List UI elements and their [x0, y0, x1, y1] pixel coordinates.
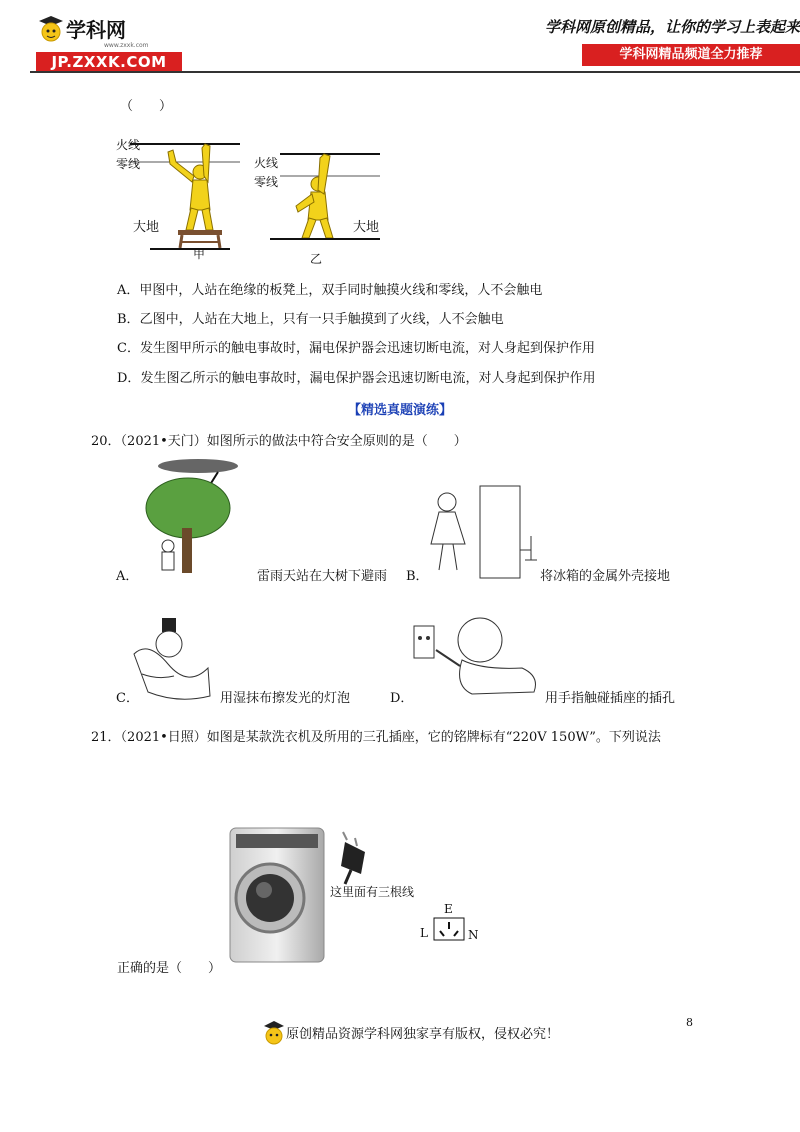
- jia-neutral-wire-label: 零线: [116, 157, 141, 171]
- yi-live-wire-label: 火线: [254, 156, 279, 170]
- page-number: 8: [686, 1016, 693, 1029]
- three-hole-socket-diagram: [432, 916, 472, 946]
- baby-socket-illustration: [412, 610, 542, 700]
- q20-option-d-letter: D．: [390, 691, 414, 706]
- yi-neutral-wire-label: 零线: [254, 175, 279, 189]
- wet-cloth-bulb-illustration: [128, 614, 218, 704]
- mascot-icon: [36, 14, 66, 48]
- q19-option-a: [117, 282, 542, 300]
- yi-caption: 乙: [310, 252, 323, 266]
- option-text: 甲图中，人站在绝缘的板凳上，双手同时触摸火线和零线，人不会触电: [139, 283, 543, 298]
- q21-stem-tail: 正确的是（ ）: [117, 961, 222, 976]
- q19-option-c: [117, 340, 595, 358]
- option-letter: C．: [117, 341, 140, 356]
- q19-answer-bracket: （ ）: [120, 99, 173, 114]
- option-letter: A．: [117, 283, 140, 298]
- option-text: 乙图中，人站在大地上，只有一只手触摸到了火线，人不会触电: [139, 312, 504, 327]
- q19-option-d: [117, 370, 595, 388]
- fridge-grounding-illustration: [425, 480, 545, 580]
- q20-stem: 20．（2021•天门）如图所示的做法中符合安全原则的是（ ）: [91, 434, 467, 449]
- socket-e-label: E: [444, 902, 453, 916]
- jia-live-wire-label: 火线: [116, 138, 141, 152]
- q20-option-b-text: 将冰箱的金属外壳接地: [540, 569, 671, 584]
- q20-option-d-text: 用手指触碰插座的插孔: [545, 691, 676, 706]
- option-text: 发生图甲所示的触电事故时，漏电保护器会迅速切断电流，对人身起到保护作用: [139, 341, 595, 356]
- option-letter: B．: [117, 312, 140, 327]
- q19-option-b: [117, 311, 504, 329]
- logo-site-label: JP.ZXXK.COM: [36, 52, 182, 72]
- washing-machine-illustration: [228, 826, 328, 966]
- jia-caption: 甲: [193, 247, 206, 261]
- socket-l-label: L: [420, 926, 428, 940]
- logo-url-text: www.zxxk.com: [104, 42, 149, 49]
- option-text: 发生图乙所示的触电事故时，漏电保护器会迅速切断电流，对人身起到保护作用: [140, 371, 596, 386]
- mascot-icon: [262, 1020, 286, 1048]
- three-prong-plug-icon: [335, 838, 375, 888]
- q20-option-a-text: 雷雨天站在大树下避雨: [257, 569, 388, 584]
- header-divider: [30, 71, 800, 73]
- footer-copyright: 原创精品资源学科网独家享有版权，侵权必究！: [286, 1027, 560, 1042]
- q20-option-a-letter: A．: [116, 569, 139, 584]
- jia-ground-label: 大地: [133, 220, 160, 235]
- q20-option-c-letter: C．: [116, 691, 139, 706]
- q21-wire-note: 这里面有三根线: [330, 885, 415, 899]
- option-letter: D．: [117, 371, 141, 386]
- logo-brand-text: 学科网: [66, 18, 126, 42]
- q20-option-b-letter: B．: [406, 569, 429, 584]
- header-promo-banner: 学科网精品频道全力推荐: [582, 44, 800, 66]
- yi-ground-label: 大地: [353, 220, 380, 235]
- tree-lightning-illustration: [138, 458, 258, 578]
- q20-option-c-text: 用湿抹布擦发光的灯泡: [220, 691, 351, 706]
- header-slogan: 学科网原创精品，让你的学习上表起来: [544, 18, 800, 36]
- section-title: 【精选真题演练】: [347, 403, 452, 418]
- site-logo: [36, 14, 184, 72]
- q21-stem: 21．（2021•日照）如图是某款洗衣机及所用的三孔插座，它的铭牌标有“220V 150W”。下列说法: [91, 730, 661, 745]
- socket-n-label: N: [468, 928, 479, 942]
